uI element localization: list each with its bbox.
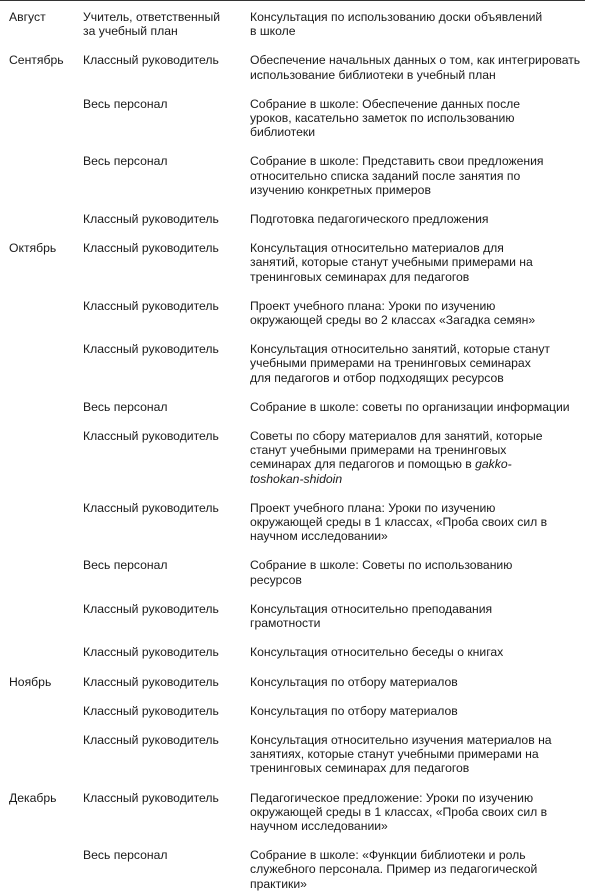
responsible-line: Классный руководитель — [83, 298, 219, 313]
activity-line — [250, 848, 584, 862]
responsible-line: Весь персонал — [83, 96, 168, 111]
activity-line — [250, 573, 584, 587]
activity-text: Консультация по отбору материалов — [250, 703, 458, 718]
month-cell: Сентябрь — [9, 53, 64, 68]
activity-text: практики» — [250, 876, 307, 891]
activity-text: использование библиотеки в учебный план — [250, 67, 496, 82]
activity-line — [250, 805, 584, 819]
activity-line — [250, 299, 584, 313]
responsible-cell — [74, 53, 240, 96]
activity-line — [250, 761, 584, 775]
month-cell — [0, 733, 74, 791]
activity-line — [250, 457, 584, 471]
activity-text: грамотности — [250, 616, 321, 631]
month-cell — [0, 704, 74, 733]
activity-cell — [240, 10, 586, 53]
activity-line — [250, 877, 584, 891]
responsible-cell — [74, 602, 240, 645]
activity-line — [250, 356, 584, 370]
activity-text: уроков, касательно заметок по использованию — [250, 111, 515, 126]
responsible-cell — [74, 241, 240, 299]
activity-italic-term: toshokan-shidoin — [250, 471, 343, 486]
responsible-cell — [74, 848, 240, 891]
activity-text: окружающей среды в 1 классах, «Проба своих сил в — [250, 804, 548, 819]
responsible-cell — [74, 704, 240, 733]
month-cell — [0, 645, 74, 674]
activity-line — [250, 862, 584, 876]
activity-text: Консультация относительно материалов для — [250, 241, 504, 256]
table-row — [0, 675, 586, 704]
activity-line — [250, 443, 584, 457]
activity-cell — [240, 558, 586, 601]
activity-text: Собрание в школе: Обеспечение данных после — [250, 96, 521, 111]
responsible-cell — [74, 154, 240, 212]
activity-line — [250, 429, 584, 443]
activity-text: семинарах для педагогов и помощью в — [250, 457, 476, 472]
activity-line — [250, 645, 584, 659]
activity-line — [250, 183, 584, 197]
activity-line — [250, 791, 584, 805]
activity-line — [250, 602, 584, 616]
responsible-cell — [74, 791, 240, 849]
activity-cell — [240, 53, 586, 96]
responsible-line: Классный руководитель — [83, 732, 219, 747]
activity-text: в школе — [250, 24, 296, 39]
activity-text: научном исследовании» — [250, 529, 388, 544]
activity-text: Консультация по отбору материалов — [250, 674, 458, 689]
activity-line — [250, 241, 584, 255]
table-row — [0, 558, 586, 601]
activity-text: Собрание в школе: Представить свои предложения — [250, 154, 544, 169]
month-cell — [0, 400, 74, 429]
activity-line — [250, 169, 584, 183]
activity-line — [250, 125, 584, 139]
activity-text: Собрание в школе: «Функции библиотеки и роль — [250, 848, 526, 863]
table-row — [0, 645, 586, 674]
responsible-line: Классный руководитель — [83, 674, 219, 689]
table-row — [0, 400, 586, 429]
responsible-line: Весь персонал — [83, 399, 168, 414]
activity-text: относительно списка заданий после занятия по — [250, 168, 521, 183]
responsible-cell — [74, 97, 240, 155]
responsible-line: Классный руководитель — [83, 53, 219, 68]
month-cell: Август — [9, 10, 46, 24]
activity-cell — [240, 342, 586, 400]
activity-cell — [240, 791, 586, 849]
activity-line — [250, 515, 584, 529]
activity-text: Консультация относительно изучения материалов на — [250, 732, 552, 747]
activity-line — [250, 24, 584, 38]
responsible-line: Классный руководитель — [83, 342, 219, 357]
activity-text: окружающей среды во 2 классах «Загадка семян» — [250, 313, 536, 328]
responsible-line: Классный руководитель — [83, 212, 219, 227]
month-cell — [0, 97, 74, 155]
activity-line — [250, 501, 584, 515]
table-row — [0, 299, 586, 342]
responsible-cell — [74, 400, 240, 429]
table-row — [0, 602, 586, 645]
responsible-cell — [74, 10, 240, 53]
responsible-cell — [74, 342, 240, 400]
table-row — [0, 212, 586, 241]
activity-line — [250, 270, 584, 284]
month-cell: Ноябрь — [9, 674, 52, 689]
activity-line — [250, 342, 584, 356]
activity-text: научном исследовании» — [250, 818, 388, 833]
activity-line — [250, 111, 584, 125]
month-cell: Октябрь — [9, 241, 57, 256]
table-row — [0, 429, 586, 501]
month-cell — [0, 602, 74, 645]
top-rule — [0, 0, 585, 1]
activity-text: тренинговых семинарах для педагогов — [250, 269, 470, 284]
table-row — [0, 733, 586, 791]
activity-cell — [240, 848, 586, 891]
activity-text: ресурсов — [250, 572, 302, 587]
table-row — [0, 704, 586, 733]
activity-line — [250, 400, 584, 414]
table-row — [0, 10, 586, 53]
activity-cell — [240, 733, 586, 791]
activity-line — [250, 472, 584, 486]
activity-cell — [240, 299, 586, 342]
month-cell — [0, 342, 74, 400]
responsible-line: Классный руководитель — [83, 241, 219, 256]
activity-italic-term: gakko- — [475, 457, 512, 472]
responsible-line: Классный руководитель — [83, 429, 219, 444]
activity-cell — [240, 241, 586, 299]
schedule-body — [0, 10, 586, 891]
table-row — [0, 53, 586, 96]
activity-line — [250, 68, 584, 82]
responsible-cell — [74, 429, 240, 501]
responsible-cell — [74, 733, 240, 791]
activity-text: изучению конкретных примеров — [250, 182, 431, 197]
table-row — [0, 501, 586, 559]
activity-text: библиотеки — [250, 125, 316, 140]
responsible-cell — [74, 501, 240, 559]
activity-cell — [240, 704, 586, 733]
activity-line — [250, 675, 584, 689]
activity-line — [250, 53, 584, 67]
activity-text: занятий, которые станут учебными примерами на — [250, 255, 533, 270]
schedule-table — [0, 10, 586, 891]
activity-text: Собрание в школе: Советы по использованию — [250, 558, 513, 573]
month-cell — [0, 429, 74, 501]
table-row — [0, 241, 586, 299]
activity-text: Консультация относительно занятий, которые станут — [250, 342, 551, 357]
table-row — [0, 342, 586, 400]
table-row — [0, 97, 586, 155]
activity-line — [250, 255, 584, 269]
activity-text: окружающей среды в 1 классах, «Проба своих сил в — [250, 515, 548, 530]
table-row — [0, 848, 586, 891]
activity-text: Проект учебного плана: Уроки по изучению — [250, 500, 496, 515]
activity-cell — [240, 429, 586, 501]
activity-text: Консультация относительно беседы о книгах — [250, 645, 504, 660]
table-row — [0, 791, 586, 849]
activity-cell — [240, 154, 586, 212]
activity-cell — [240, 400, 586, 429]
activity-text: Подготовка педагогического предложения — [250, 212, 489, 227]
activity-text: станут учебными примерами на тренинговых — [250, 443, 507, 458]
activity-cell — [240, 501, 586, 559]
responsible-line: Весь персонал — [83, 848, 168, 863]
activity-text: Советы по сбору материалов для занятий, которые — [250, 429, 543, 444]
month-cell — [0, 154, 74, 212]
activity-text: Консультация по использованию доски объявлений — [250, 10, 543, 24]
responsible-line: Классный руководитель — [83, 601, 219, 616]
responsible-line: Учитель, ответственный — [83, 10, 221, 24]
activity-line — [250, 558, 584, 572]
activity-text: занятиях, которые станут учебными примерами на — [250, 747, 539, 762]
responsible-line: Весь персонал — [83, 558, 168, 573]
activity-line — [250, 733, 584, 747]
responsible-line: Классный руководитель — [83, 500, 219, 515]
responsible-cell — [74, 558, 240, 601]
activity-line — [250, 154, 584, 168]
activity-text: учебными примерами на тренинговых семинарах — [250, 356, 531, 371]
month-cell: Декабрь — [9, 790, 57, 805]
month-cell — [0, 501, 74, 559]
activity-line — [250, 212, 584, 226]
month-cell — [0, 299, 74, 342]
table-row — [0, 154, 586, 212]
activity-text: служебного персонала. Пример из педагогической — [250, 862, 538, 877]
activity-cell — [240, 212, 586, 241]
responsible-cell — [74, 675, 240, 704]
month-cell — [0, 558, 74, 601]
activity-line — [250, 704, 584, 718]
responsible-line: Классный руководитель — [83, 790, 219, 805]
responsible-line: Классный руководитель — [83, 703, 219, 718]
activity-text: Проект учебного плана: Уроки по изучению — [250, 298, 496, 313]
activity-text: тренинговых семинарах для педагогов — [250, 761, 470, 776]
activity-text: Педагогическое предложение: Уроки по изучению — [250, 790, 534, 805]
activity-line — [250, 819, 584, 833]
responsible-cell — [74, 645, 240, 674]
activity-cell — [240, 602, 586, 645]
activity-line — [250, 616, 584, 630]
responsible-line: за учебный план — [83, 24, 178, 39]
activity-text: Обеспечение начальных данных о том, как интегрировать — [250, 53, 581, 68]
activity-text: для педагогов и отбор подходящих ресурсов — [250, 370, 504, 385]
month-cell — [0, 848, 74, 891]
responsible-cell — [74, 299, 240, 342]
activity-line — [250, 371, 584, 385]
responsible-cell — [74, 212, 240, 241]
responsible-line: Классный руководитель — [83, 645, 219, 660]
activity-line — [250, 97, 584, 111]
activity-line — [250, 747, 584, 761]
activity-text: Собрание в школе: советы по организации информации — [250, 399, 570, 414]
activity-cell — [240, 675, 586, 704]
activity-line — [250, 10, 584, 24]
month-cell — [0, 212, 74, 241]
activity-cell — [240, 645, 586, 674]
activity-cell — [240, 97, 586, 155]
activity-line — [250, 529, 584, 543]
responsible-line: Весь персонал — [83, 154, 168, 169]
activity-text: Консультация относительно преподавания — [250, 601, 493, 616]
activity-line — [250, 313, 584, 327]
